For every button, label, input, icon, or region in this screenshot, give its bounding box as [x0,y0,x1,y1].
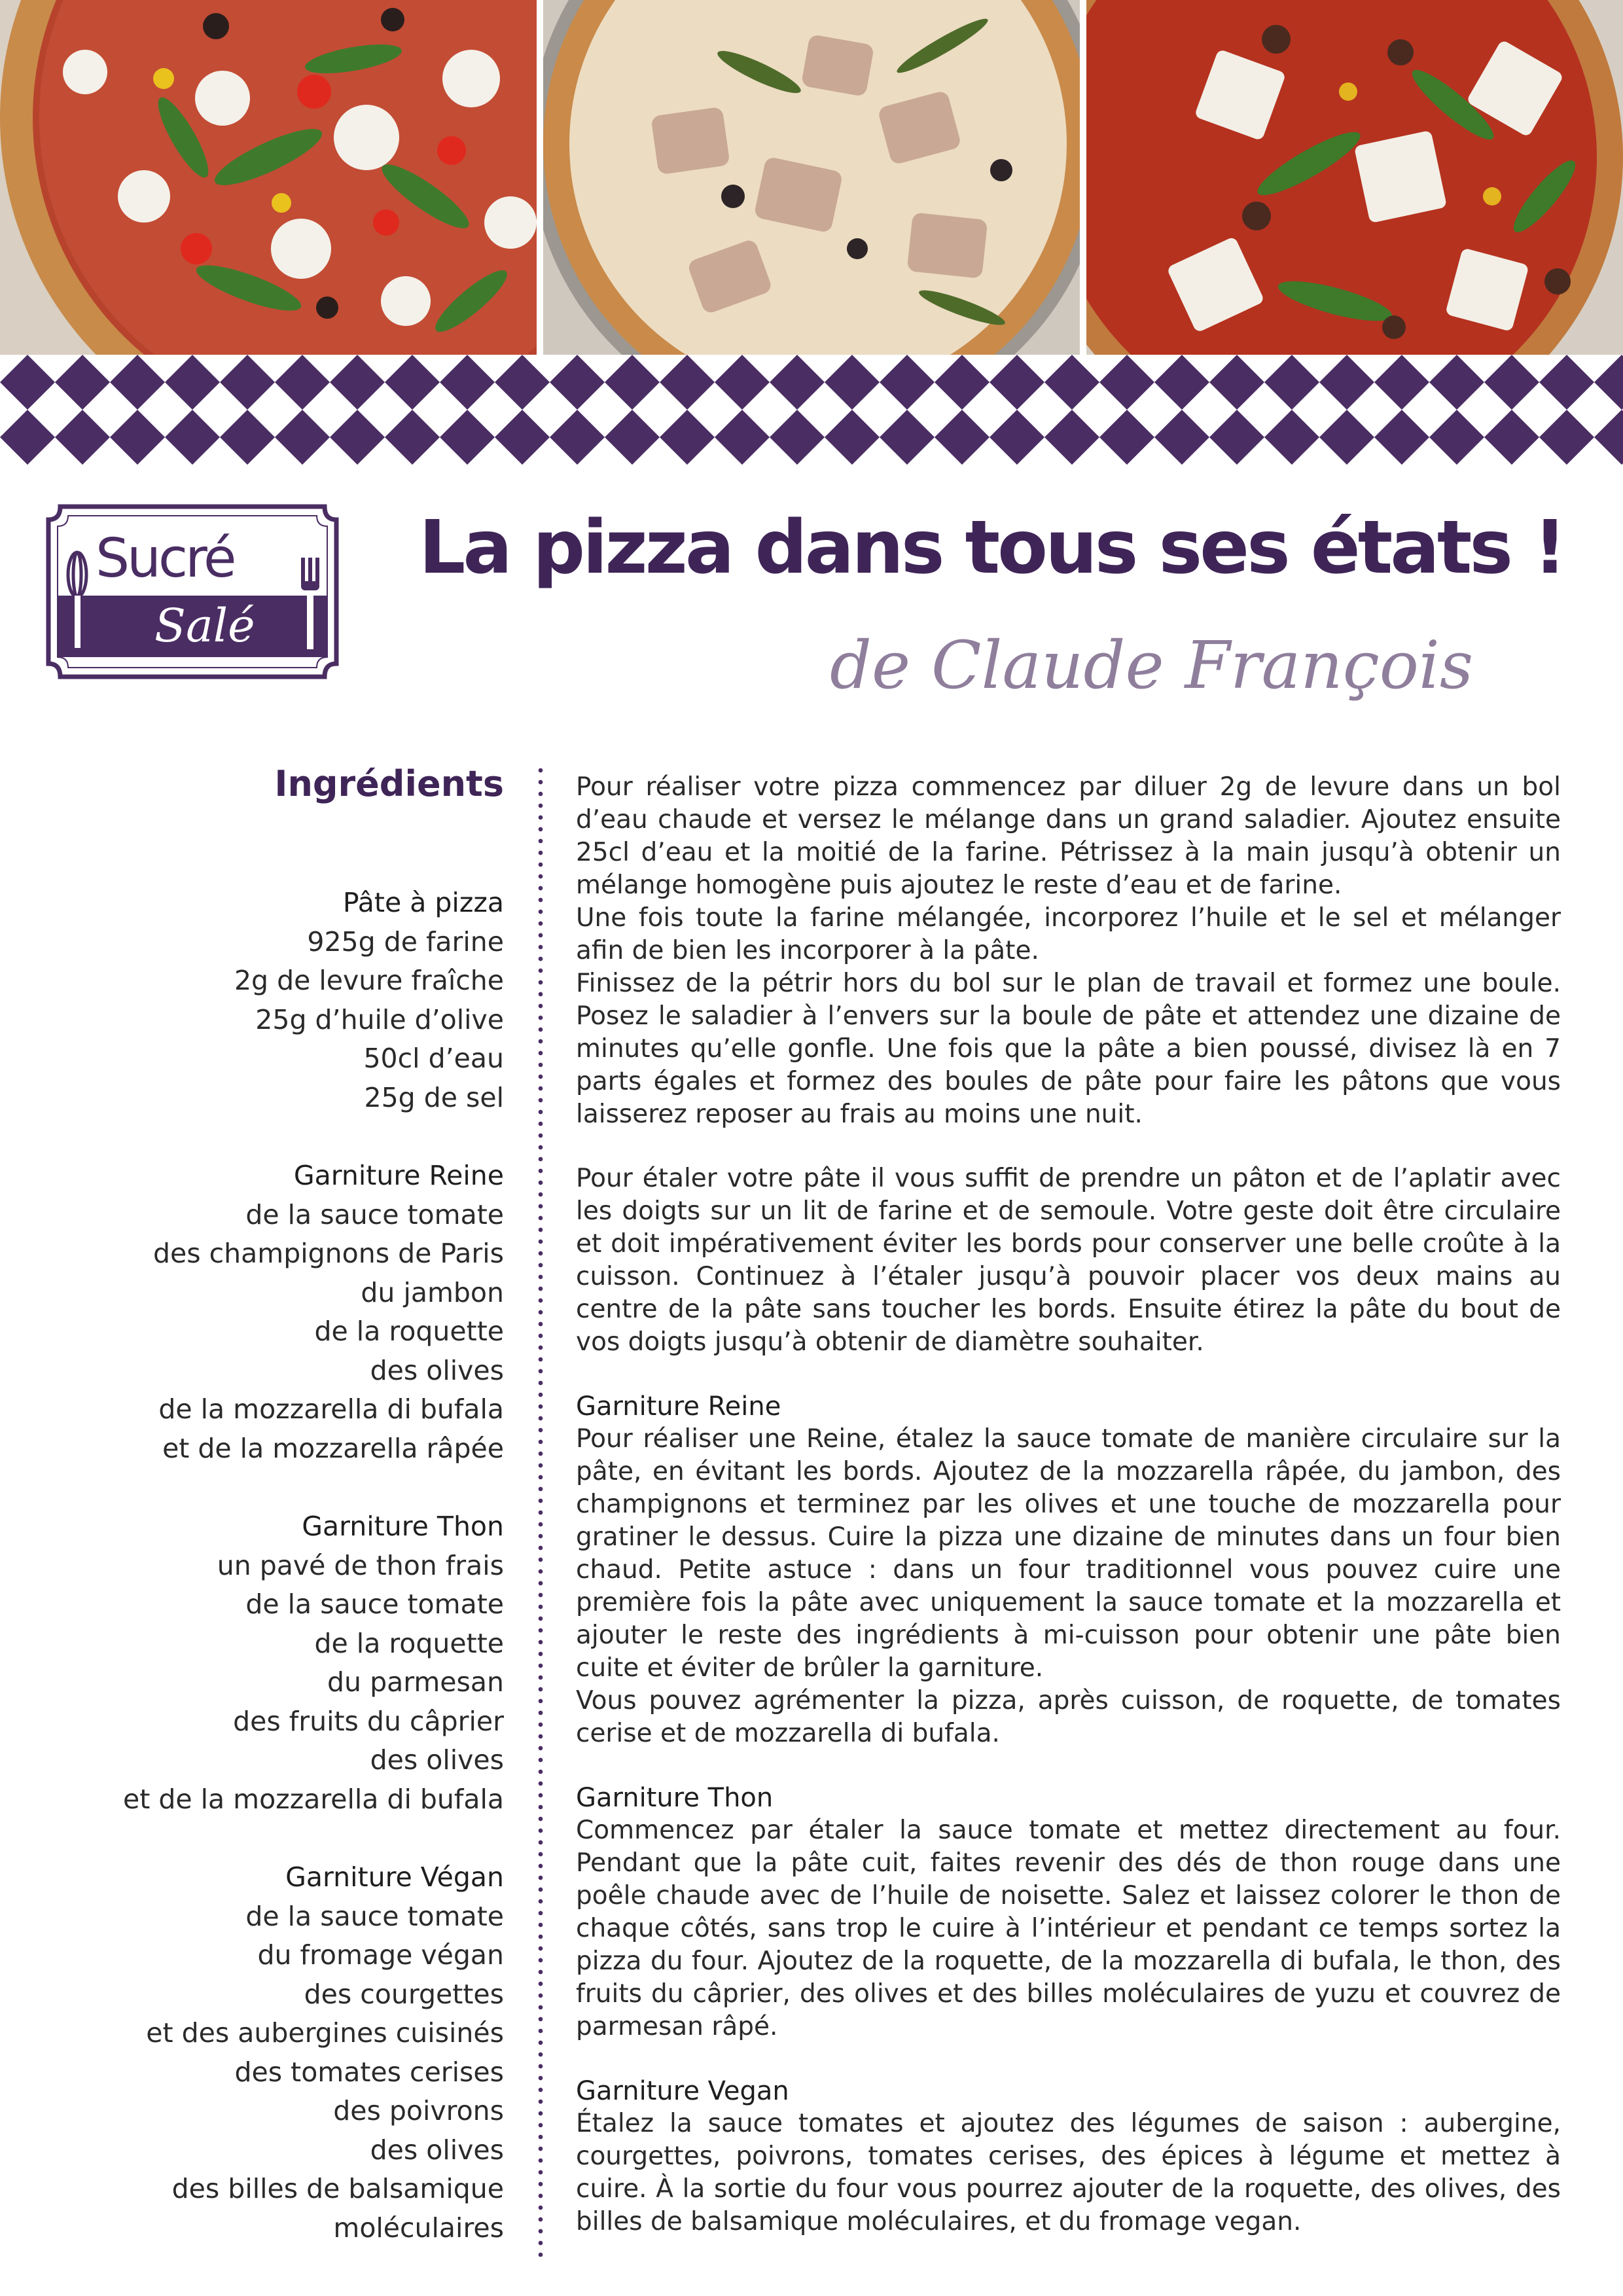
logo-bottom-word: Salé [154,599,255,653]
method-section-title: Garniture Thon [576,1783,774,1813]
method-section-title: Garniture Reine [576,1391,781,1422]
ingredient-item: des olives [370,1354,504,1386]
method-paragraph: Une fois toute la farine mélangée, incorporez l’huile et le sel et mélanger afin de bien les incorporer à la pâte. [576,903,1561,965]
ingredient-list [7,1897,504,2248]
fork-icon [301,558,319,590]
pizza-reine-image [0,0,537,359]
whisk-handle-icon [75,596,80,648]
ingredient-list [7,1547,504,1820]
section-title: Garniture Végan [285,1861,504,1893]
method-section-title: Garniture Vegan [576,2076,789,2106]
photo-pizza-vegan [1086,0,1623,359]
ingredient-item: de la roquette [314,1316,504,1347]
method-paragraph: Étalez la sauce tomates et ajoutez des légumes de saison : aubergine, courgettes, poivrons, tomates cerises, des épices à légume et mettez à cuire. À la sortie du four vous pourrez ajouter de la roquette, des olives, des billes de balsamique moléculaires, et du fromage vegan. [576,2109,1561,2236]
method-paragraph: Pour réaliser votre pizza commencez par diluer 2g de levure dans un bol d’eau chaude et versez le mélange dans un grand saladier. Ajoutez ensuite 25cl d’eau et la moitié de la farine. Pétrissez à la main jusqu’à obtenir un mélange homogène puis ajoutez le reste d’eau et de farine. [576,772,1561,900]
ingredient-list [7,923,504,1118]
ingredient-item: de la sauce tomate [245,1900,504,1932]
ingredient-item: des olives [370,2134,504,2166]
method-paragraph: Commencez par étaler la sauce tomate et mettez directement au four. Pendant que la pâte cuit, faites revenir des dés de thon rouge dans une poêle chaude avec de l’huile de noisette. Salez et laissez colorer le thon de chaque côtés, sans trop le cuire à l’intérieur et pendant ce temps sortez la pizza du four. Ajoutez de la roquette, de la mozzarella di bufala, le thon, des fruits du câprier, des olives et des billes moléculaires de yuzu et couvrez de parmesan râpé. [576,1816,1561,2041]
ingredient-item: du parmesan [327,1666,504,1698]
ingredient-item: du fromage végan [257,1939,504,1971]
ingredient-list [7,1196,504,1469]
ingredients-section-vegan [7,1858,504,2248]
method-thon [576,1782,1561,2043]
ingredient-item: 25g de sel [364,1081,504,1113]
ingredients-column [7,761,504,2287]
method-intro [576,771,1561,1131]
ingredients-section-pate [7,884,504,1117]
fork-handle-icon [307,590,313,649]
section-title: Garniture Reine [293,1160,504,1191]
ingredient-item: et de la mozzarella râpée [162,1432,504,1464]
ingredient-item: de la roquette [314,1627,504,1659]
ingredient-item: des olives [370,1744,504,1776]
ingredient-item: moléculaires [333,2212,504,2244]
ingredient-item: des courgettes [304,1978,504,2010]
photo-pizza-thon [543,0,1080,359]
ingredient-item: 925g de farine [307,925,504,958]
dotted-divider [538,764,543,2257]
ingredient-item: des tomates cerises [234,2056,504,2088]
ingredient-item: 50cl d’eau [363,1043,504,1074]
ingredient-item: des poivrons [333,2095,504,2126]
method-paragraph: Pour réaliser une Reine, étalez la sauce tomate de manière circulaire sur la pâte, en évitant les bords. Ajoutez de la mozzarella râpée, du jambon, des champignons et terminez par les olives et une touche de mozzarella pour gratiner le dessus. Cuire la pizza une dizaine de minutes dans un four bien chaud. Petite astuce : dans un four traditionnel vous pouvez cuire une première fois la pâte avec uniquement la sauce tomate et la mozzarella et ajouter le reste des ingrédients à mi-cuisson pour obtenir une pâte bien cuite et éviter de brûler la garniture. [576,1424,1561,1683]
pizza-vegan-image [1086,0,1623,359]
ingredient-item: de la mozzarella di bufala [158,1393,504,1425]
ingredient-item: et de la mozzarella di bufala [122,1783,504,1815]
author-line: de Claude François [830,627,1474,704]
photo-pizza-reine [0,0,537,359]
ingredient-item: un pavé de thon frais [217,1549,504,1581]
sucre-sale-logo [45,503,340,681]
ingredient-item: de la sauce tomate [245,1588,504,1620]
ingredient-item: de la sauce tomate [245,1198,504,1230]
method-column [576,771,1561,2270]
ingredient-item: des fruits du câprier [233,1705,504,1737]
ingredient-item: 2g de levure fraîche [234,965,504,996]
method-stretch [576,1162,1561,1359]
method-paragraph: Finissez de la pétrir hors du bol sur le plan de travail et formez une boule. Posez le saladier à l’envers sur la boule de pâte et attendez une dizaine de minutes qu’elle gonfle. Une fois que la pâte a bien poussé, divisez là en 7 parts égales et formez des boules de pâte pour faire les pâtons que vous laisserez reposer au frais au moins une nuit. [576,969,1561,1129]
ingredients-heading: Ingrédients [274,763,504,804]
photo-strip [0,0,1623,359]
ingredient-item: 25g d’huile d’olive [255,1003,504,1035]
ingredient-item: du jambon [361,1276,504,1308]
ingredient-item: et des aubergines cuisinés [146,2017,504,2049]
method-paragraph: Vous pouvez agrémenter la pizza, après cuisson, de roquette, de tomates cerise et de mozzarella di bufala. [576,1686,1561,1748]
ingredients-section-reine [7,1157,504,1468]
checkerboard-band [0,355,1623,465]
logo-top-word: Sucré [96,528,234,590]
method-reine [576,1390,1561,1750]
method-vegan [576,2075,1561,2238]
ingredients-section-thon [7,1507,504,1819]
ingredient-item: des champignons de Paris [152,1238,504,1269]
method-paragraph: Pour étaler votre pâte il vous suffit de prendre un pâton et de l’aplatir avec les doigts sur un lit de farine et de semoule. Votre geste doit être circulaire et doit impérativement éviter les bords pour conserver une belle croûte à la cuisson. Continuez à l’étaler jusqu’à pouvoir placer vos deux mains au centre de la pâte sans toucher les bords. Ensuite étirez la pâte du bout de vos doigts jusqu’à obtenir de diamètre souhaiter. [576,1164,1561,1357]
ingredient-item: des billes de balsamique [171,2173,504,2204]
pizza-thon-image [543,0,1080,359]
section-title: Pâte à pizza [342,887,504,918]
section-title: Garniture Thon [302,1511,504,1542]
page-title: La pizza dans tous ses états ! [419,505,1565,590]
